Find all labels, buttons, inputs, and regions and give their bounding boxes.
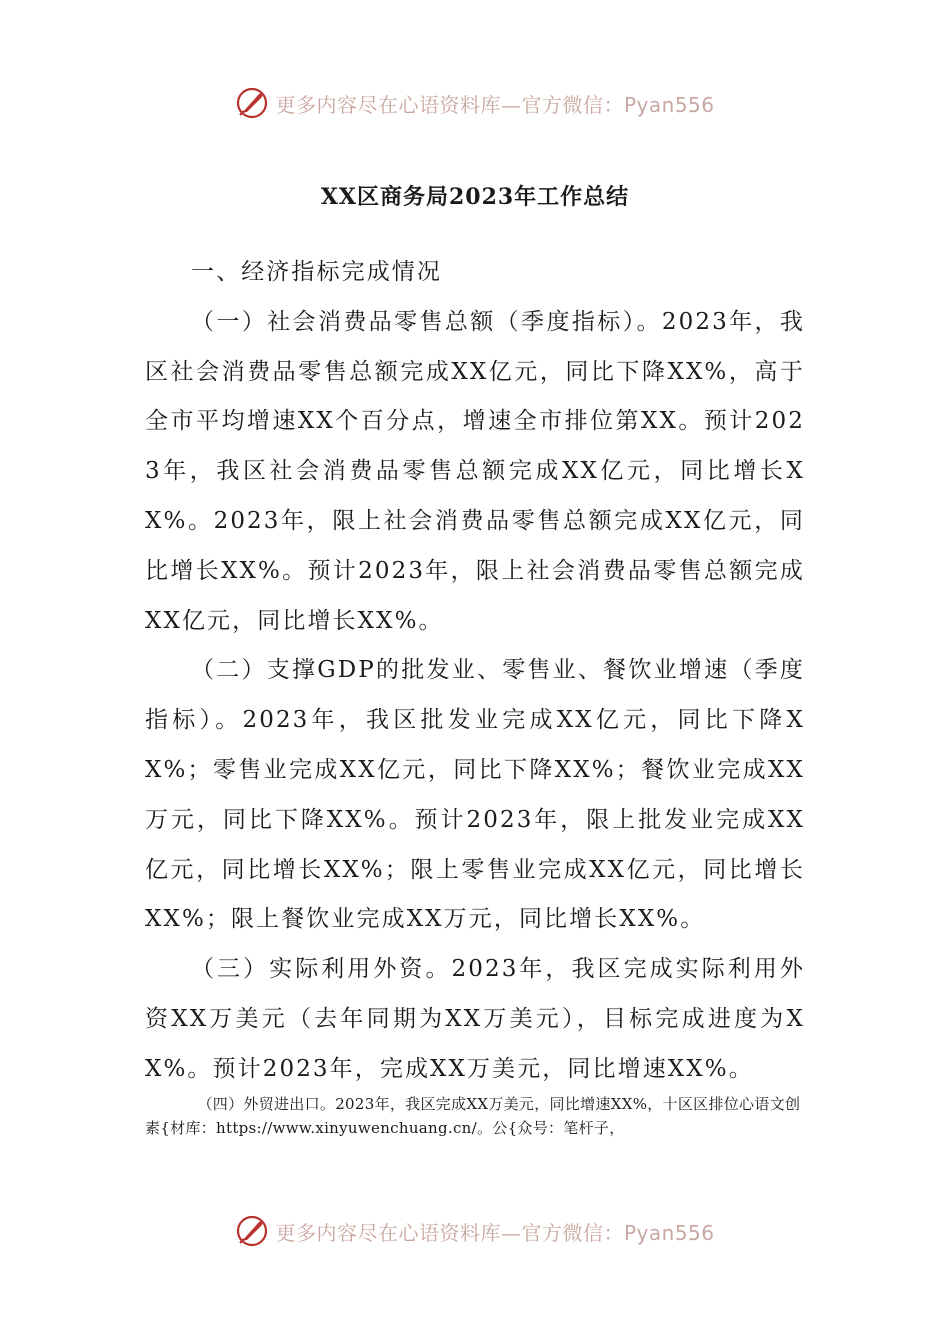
header-banner-label: 更多内容尽在心语资料库—官方微信： [275,92,624,117]
header-watermark-banner [0,80,950,126]
document-title: XX区商务局2023年工作总结 [320,184,630,210]
footer-banner-label: 更多内容尽在心语资料库—官方微信： [275,1220,624,1245]
section-heading: 一、经济指标完成情况 [191,259,442,285]
quill-logo-icon [235,86,269,120]
paragraph-retail-sales: （一）社会消费品零售总额（季度指标）。2023年，我区社会消费品零售总额完成XX亿元，同比下降XX%，高于全市平均增速XX个百分点，增速全市排位第XX。预计2023年，我区社会消费品零售总额完成XX亿元，同比增长XX%。2023年，限上社会消费品零售总额完成XX亿元，同比增长XX%。预计2023年，限上社会消费品零售总额完成XX亿元，同比增长XX%。 [145,308,805,634]
header-banner-text [275,89,714,118]
footer-watermark-banner [0,1208,950,1254]
quill-logo-icon [235,1214,269,1248]
footer-banner-wechat: Pyan556 [623,1220,715,1245]
footer-banner-text [275,1217,714,1246]
paragraph-foreign-trade-note: （四）外贸进出口。2023年，我区完成XX万美元，同比增速XX%，十区区排位心语文创素{材库：https://www.xinyuwenchuang.cn/。公{众号：笔杆子， [145,1095,801,1137]
paragraph-foreign-investment: （三）实际利用外资。2023年，我区完成实际利用外资XX万美元（去年同期为XX万美元），目标完成进度为XX%。预计2023年，完成XX万美元，同比增速XX%。 [145,956,805,1082]
header-banner-wechat: Pyan556 [623,92,715,117]
paragraph-wholesale-retail-catering: （二）支撑GDP的批发业、零售业、餐饮业增速（季度指标）。2023年，我区批发业完成XX亿元，同比下降XX%；零售业完成XX亿元，同比下降XX%；餐饮业完成XX万元，同比下降XX%。预计2023年，限上批发业完成XX亿元，同比增长XX%；限上零售业完成XX亿元，同比增长XX%；限上餐饮业完成XX万元，同比增长XX%。 [145,657,805,933]
document-body [145,248,805,1095]
